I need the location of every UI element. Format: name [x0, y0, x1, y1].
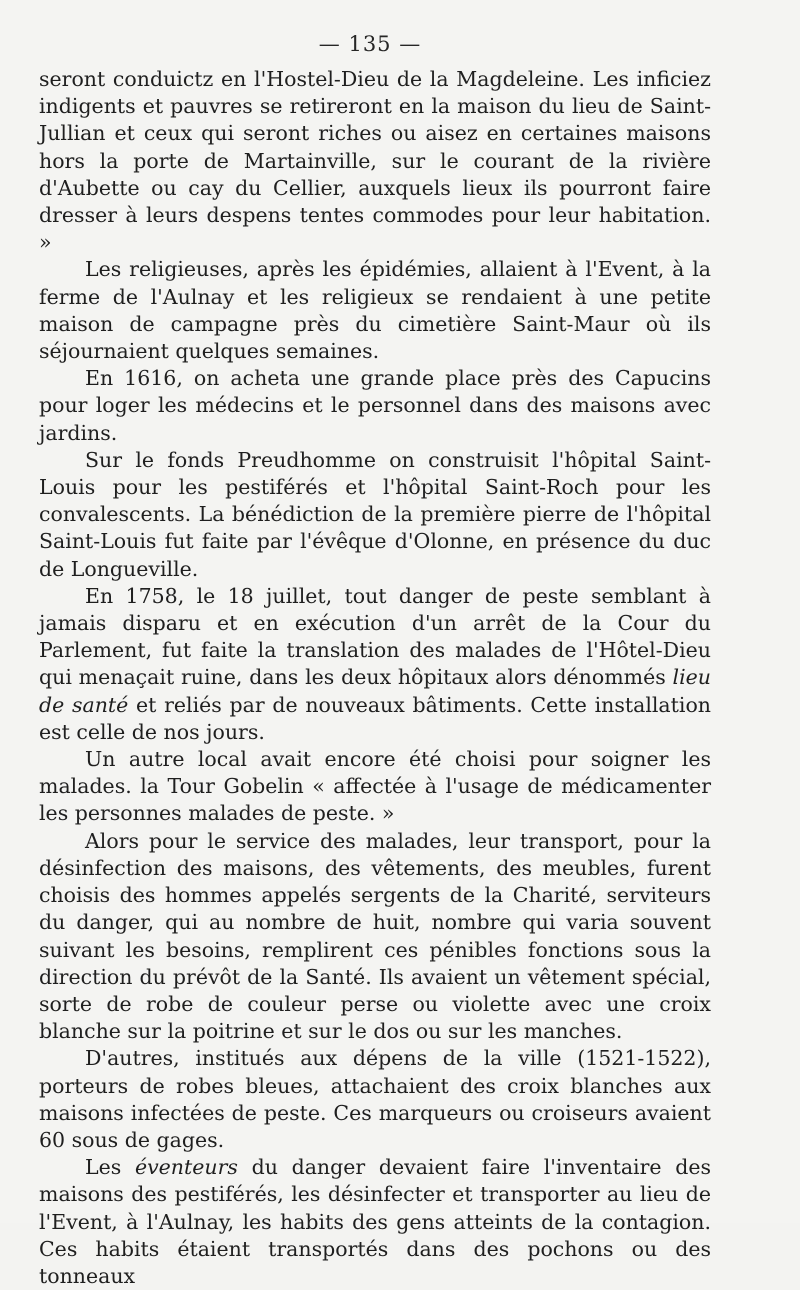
body-text [39, 66, 711, 1290]
paragraph-1758-text: En 1758, le 18 juillet, tout danger de peste semblant à jamais disparu et en exécution d'un arrêt de la Cour du Parlement, fut faite la translation des malades de l'Hôtel-Dieu qui menaçait ruine, dans les deux hôpitaux alors dénommés [39, 583, 711, 690]
paragraph-fonds-preudhomme: Sur le fonds Preudhomme on construisit l'hôpital Saint-Louis pour les pestiférés et l'hôpital Saint-Roch pour les convalescents. La bénédiction de la première pierre de l'hôpital Saint-Louis fut faite par l'évêque d'Olonne, en présence du duc de Longueville. [39, 447, 711, 581]
paragraph-religieuses: Les religieuses, après les épidémies, allaient à l'Event, à la ferme de l'Aulnay et les religieux se rendaient à une petite maison de campagne près du cimetière Saint-Maur où ils séjournaient quelques semaines. [39, 257, 711, 364]
paragraph-1616: En 1616, on acheta une grande place près des Capucins pour loger les médecins et le personnel dans des maisons avec jardins. [39, 366, 711, 445]
paragraph-continuation: seront conduictz en l'Hostel-Dieu de la Magdeleine. Les inficiez indigents et pauvres se retireront en la maison du lieu de Saint-Jullian et ceux qui seront riches ou aisez en certaines maisons hors la porte de Martainville, sur le courant de la rivière d'Aubette ou cay du Cellier, auxquels lieux ils pourront faire dresser à leurs despens tentes commodes pour leur habitation. » [39, 67, 711, 255]
lieu-de-sante-italic: lieu de santé [39, 665, 711, 717]
eventeurs-italic: éventeurs [134, 1155, 238, 1180]
paragraph-eventeurs [39, 1154, 711, 1290]
paragraph-1758-text-end: et reliés par de nouveaux bâtiments. Cette installation est celle de nos jours. [39, 692, 711, 744]
paragraph-eventeurs-text: du danger devaient faire l'inventaire des maisons des pestiférés, les désinfecter et transporter au lieu de l'Event, à l'Aulnay, les habits des gens atteints de la contagion. Ces habits étaient transportés dans des pochons ou des tonneaux [39, 1155, 711, 1288]
page-number: — 135 — [318, 32, 422, 56]
paragraph-tour-gobelin: Un autre local avait encore été choisi pour soigner les malades. la Tour Gobelin « affectée à l'usage de médicamenter les personnes malades de peste. » [39, 747, 711, 826]
paragraph-sergents: Alors pour le service des malades, leur transport, pour la désinfection des maisons, des vêtements, des meubles, furent choisis des hommes appelés sergents de la Charité, serviteurs du danger, qui au nombre de huit, nombre qui varia souvent suivant les besoins, remplirent ces pénibles fonctions sous la direction du prévôt de la Santé. Ils avaient un vêtement spécial, sorte de robe de couleur perse ou violette avec une croix blanche sur la poitrine et sur le dos ou sur les manches. [39, 828, 711, 1044]
paragraph-1758 [39, 583, 711, 746]
paragraph-marqueurs: D'autres, institués aux dépens de la ville (1521-1522), porteurs de robes bleues, attachaient des croix blanches aux maisons infectées de peste. Ces marqueurs ou croiseurs avaient 60 sous de gages. [39, 1046, 711, 1152]
paragraph-eventeurs-start: Les [85, 1155, 135, 1180]
